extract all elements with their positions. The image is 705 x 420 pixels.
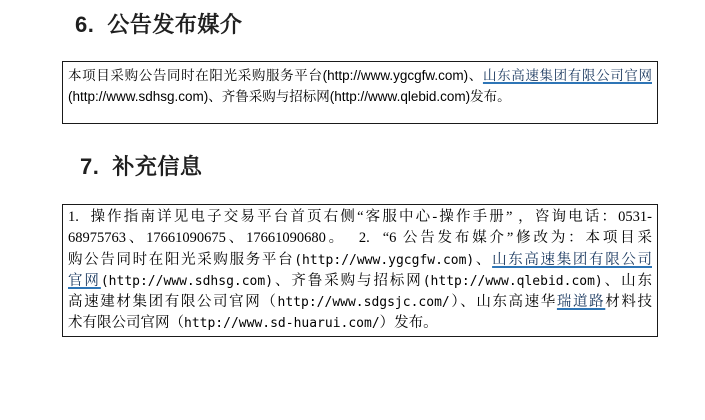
body-text: 、齐鲁采购与招标网 [273, 272, 423, 289]
body-text: 68975763、17661090675、17661090680。 2. “6 公告发布媒介”修改为：本项目采 [68, 230, 652, 247]
section-7-title: 补充信息 [112, 154, 203, 179]
url-text: (http://www.sdhsg.com) [68, 89, 209, 104]
text-line [68, 313, 652, 334]
text-line [68, 292, 652, 313]
body-text: 、 [474, 251, 493, 268]
text-line [68, 207, 652, 228]
body-text: 、 [468, 68, 483, 83]
hyperlink-text[interactable]: 官网 [68, 272, 101, 289]
body-text: 、山东 [602, 272, 652, 289]
body-text: 本项目采购公告同时在阳光采购服务平台 [68, 68, 323, 83]
text-line [68, 271, 652, 292]
section-6-number: 6. [75, 12, 95, 37]
hyperlink-text[interactable]: 瑞道路 [556, 294, 606, 311]
url-text: http://www.sdgsjc.com/ [277, 295, 450, 311]
url-text: (http://www.ygcgfw.com) [322, 68, 469, 83]
body-text: 1. 操作指南详见电子交易平台首页右侧“客服中心-操作手册” ，咨询电话：0531- [68, 209, 652, 225]
hyperlink-text[interactable]: 山东高速集团有限公司官网 [482, 68, 652, 83]
section-6-title: 公告发布媒介 [107, 12, 243, 37]
body-text: 高速建材集团有限公司官网（ [68, 294, 278, 311]
body-text: 发布。 [470, 89, 511, 104]
text-line [68, 228, 652, 249]
text-line [68, 65, 652, 86]
announcement-media-box [62, 61, 658, 124]
body-text: 购公告同时在阳光采购服务平台 [68, 251, 295, 268]
body-text: ）发布。 [379, 315, 438, 332]
supplementary-info-box [62, 204, 658, 337]
body-text: 术有限公司官网（ [68, 315, 184, 332]
body-text: 材料技 [605, 294, 652, 311]
section-7-heading [80, 150, 202, 181]
section-7-number: 7. [80, 154, 100, 179]
hyperlink-text[interactable]: 山东高速集团有限公司 [492, 251, 652, 268]
text-line [68, 250, 652, 271]
url-text: http://www.sd-huarui.com/ [184, 316, 380, 332]
section-6-heading [75, 8, 242, 39]
url-text: (http://www.sdhsg.com) [100, 273, 274, 289]
url-text: (http://www.ygcgfw.com) [294, 252, 475, 268]
text-line [68, 86, 652, 107]
url-text: (http://www.qlebid.com) [422, 273, 603, 289]
body-text: 、齐鲁采购与招标网 [208, 89, 330, 104]
body-text: ）、山东高速华 [449, 294, 557, 311]
url-text: (http://www.qlebid.com) [329, 89, 471, 104]
